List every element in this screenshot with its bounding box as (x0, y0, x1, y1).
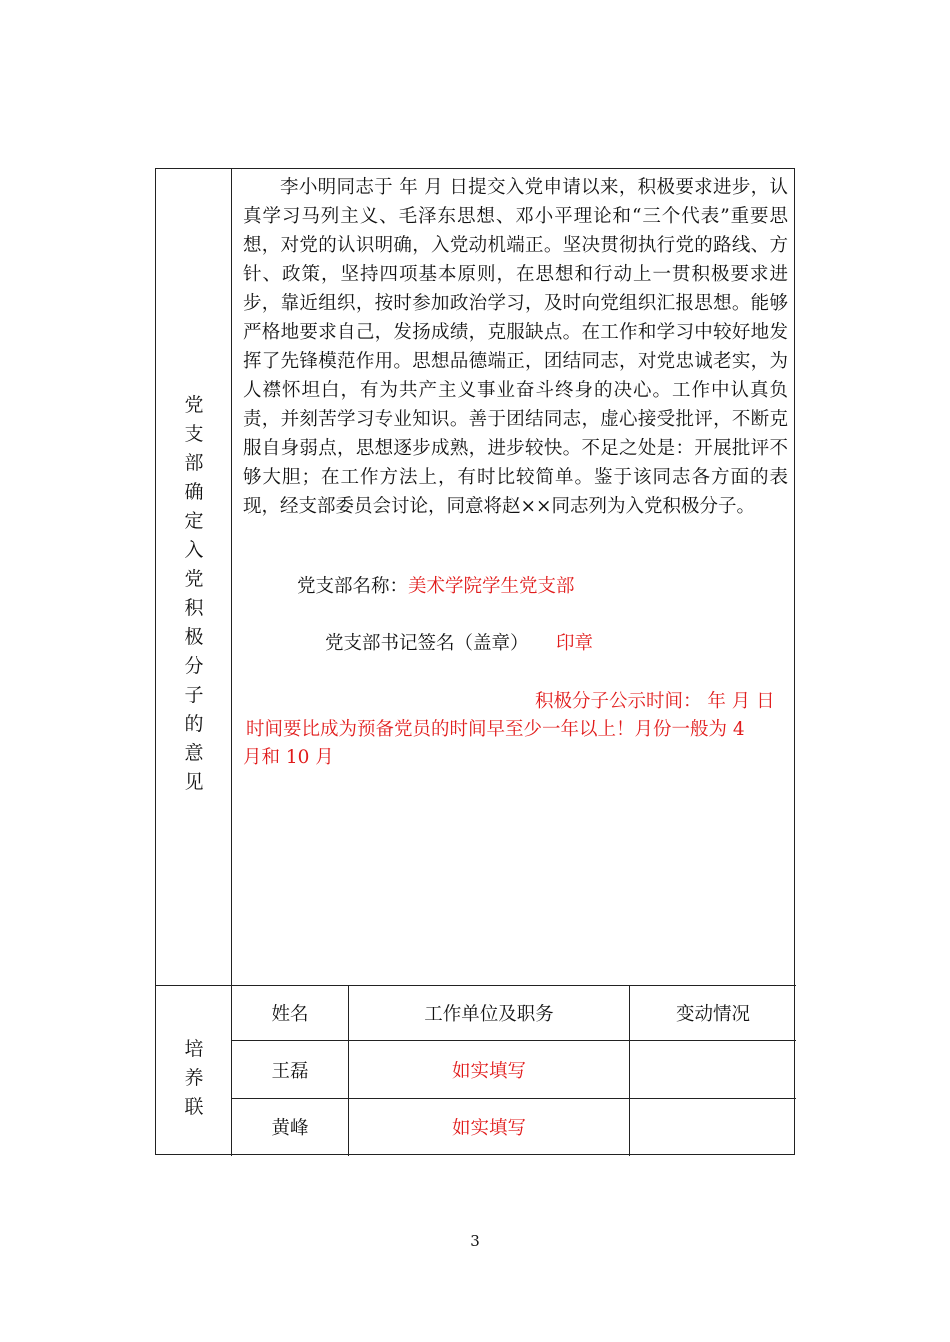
label-char: 子 (184, 684, 204, 706)
note-line-2: 月和 10 月 (243, 747, 334, 768)
note-line-1: 时间要比成为预备党员的时间早至少一年以上！月份一般为 4 (246, 719, 745, 740)
header-change: 变动情况 (675, 1004, 750, 1025)
branch-name-label: 党支部名称： (297, 576, 409, 597)
table-row-1-name: 王磊 (271, 1061, 309, 1082)
header-name: 姓名 (271, 1004, 309, 1025)
table-row-1-unit: 如实填写 (451, 1061, 526, 1082)
label-char: 部 (184, 452, 204, 474)
label-char: 党 (184, 568, 204, 590)
label-char: 定 (184, 510, 204, 532)
label-char: 的 (184, 713, 204, 735)
label-char: 极 (184, 626, 204, 648)
contacts-row-divider-2 (231, 1098, 796, 1099)
secretary-label: 党支部书记签名（盖章） (325, 633, 529, 654)
label-char: 见 (184, 771, 204, 793)
label-char: 积 (184, 597, 204, 619)
header-unit: 工作单位及职务 (424, 1004, 554, 1025)
label-char: 养 (184, 1067, 204, 1089)
publicity-time-line: 积极分子公示时间： 年 月 日 (535, 691, 775, 712)
label-char: 支 (184, 423, 204, 445)
contacts-section-label (156, 1035, 232, 1122)
table-row-2-unit: 如实填写 (451, 1118, 526, 1139)
branch-name-line (297, 572, 575, 601)
opinion-paragraph: 李小明同志于 年 月 日提交入党申请以来，积极要求进步，认真学习马列主义、毛泽东思想、邓小平理论和“三个代表”重要思想，对党的认识明确，入党动机端正。坚决贯彻执行党的路线、方针、政策，坚持四项基本原则，在思想和行动上一贯积极要求进步，靠近组织，按时参加政治学习，及时向党组织汇报思想。能够严格地要求自己，发扬成绩，克服缺点。在工作和学习中较好地发挥了先锋模范作用。思想品德端正，团结同志，对党忠诚老实，为人襟怀坦白，有为共产主义事业奋斗终身的决心。工作中认真负责，并刻苦学习专业知识。善于团结同志，虚心接受批评，不断克服自身弱点，思想逐步成熟，进步较快。不足之处是：开展批评不够大胆；在工作方法上，有时比较简单。鉴于该同志各方面的表现，经支部委员会讨论，同意将赵××同志列为入党积极分子。 (243, 177, 788, 517)
secretary-signature-line (325, 629, 529, 658)
label-char: 党 (184, 394, 204, 416)
label-char: 培 (184, 1038, 204, 1060)
label-char: 分 (184, 655, 204, 677)
opinion-section-label (156, 391, 232, 797)
label-char: 入 (184, 539, 204, 561)
section-divider (156, 985, 796, 986)
label-char: 确 (184, 481, 204, 503)
branch-name-value: 美术学院学生党支部 (408, 576, 575, 597)
contacts-row-divider-1 (231, 1040, 796, 1041)
label-char: 联 (184, 1096, 204, 1118)
form-table (155, 168, 795, 1155)
seal-note: 印章 (556, 633, 594, 654)
label-char: 意 (184, 742, 204, 764)
table-row-2-name: 黄峰 (271, 1118, 309, 1139)
page-number: 3 (470, 1232, 480, 1250)
